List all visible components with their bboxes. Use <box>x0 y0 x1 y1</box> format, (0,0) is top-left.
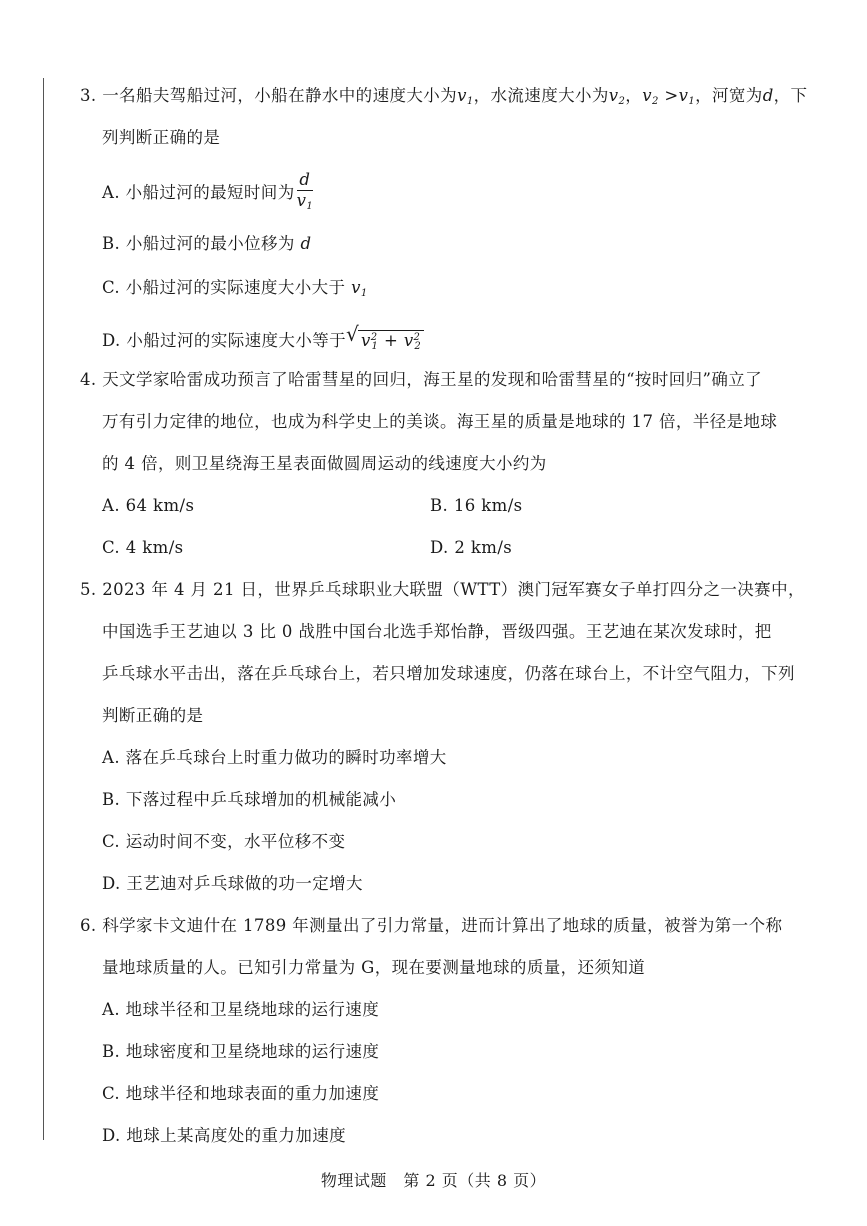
q4-option-a: A. 64 km/s <box>102 496 195 515</box>
q3-text: ，水流速度大小为 <box>473 86 609 105</box>
v1-symbol: $v_1$ <box>457 86 474 107</box>
q3-text: ，下 <box>773 86 808 105</box>
q5-stem-line2: 中国选手王艺迪以 3 比 0 战胜中国台北选手郑怡静，晋级四强。王艺迪在某次发球时，把 <box>102 622 772 641</box>
q6-stem-line1: 6. 科学家卡文迪什在 1789 年测量出了引力常量，进而计算出了地球的质量，被誉为第一个称 <box>80 916 783 935</box>
q5-option-a: A. 落在乒乓球台上时重力做功的瞬时功率增大 <box>102 748 447 767</box>
q4-option-d: D. 2 km/s <box>430 538 513 557</box>
v2-symbol: $v_2$ <box>608 86 626 107</box>
q5-option-d: D. 王艺迪对乒乓球做的功一定增大 <box>102 874 363 893</box>
q3-option-a: A. 小船过河的最短时间为 $\frac{d}{v_1}$ <box>102 170 313 217</box>
fraction-d-over-v1: $\frac{d}{v_1}$ <box>296 170 314 212</box>
q6-option-d: D. 地球上某高度处的重力加速度 <box>102 1126 347 1145</box>
q4-stem-line1: 4. 天文学家哈雷成功预言了哈雷彗星的回归，海王星的发现和哈雷彗星的“按时回归”确立了 <box>80 370 763 389</box>
q5-stem-line4: 判断正确的是 <box>102 706 204 725</box>
q6-option-a: A. 地球半径和卫星绕地球的运行速度 <box>102 1000 380 1019</box>
q4-option-b: B. 16 km/s <box>430 496 523 515</box>
q6-option-c: C. 地球半径和地球表面的重力加速度 <box>102 1084 380 1103</box>
q3-text: 3. 一名船夫驾船过河，小船在静水中的速度大小为 <box>80 86 458 105</box>
q3-option-d: D. 小船过河的实际速度大小等于 √ $v^2_1 + v^2_2$ <box>102 326 424 359</box>
q3-option-c: C. 小船过河的实际速度大小大于 $v_1$ <box>102 278 368 299</box>
q4-option-c: C. 4 km/s <box>102 538 184 557</box>
q5-option-b: B. 下落过程中乒乓球增加的机械能减小 <box>102 790 397 809</box>
q6-stem-line2: 量地球质量的人。已知引力常量为 G，现在要测量地球的质量，还须知道 <box>102 958 646 977</box>
q4-stem-line2: 万有引力定律的地位，也成为科学史上的美谈。海王星的质量是地球的 17 倍，半径是地球 <box>102 412 778 431</box>
sqrt-expression: √ $v^2_1 + v^2_2$ <box>346 326 424 359</box>
q3-option-b: B. 小船过河的最小位移为 d <box>102 234 312 253</box>
v1-symbol: $v_1$ <box>678 86 696 107</box>
q3-stem-line1: 3. 一名船夫驾船过河，小船在静水中的速度大小为$v_1$，水流速度大小为$v_2$，$v_2 >v_1$，河宽为d，下 <box>80 86 808 107</box>
q4-stem-line3: 的 4 倍，则卫星绕海王星表面做圆周运动的线速度大小约为 <box>102 454 547 473</box>
q6-option-b: B. 地球密度和卫星绕地球的运行速度 <box>102 1042 380 1061</box>
page-footer: 物理试题 第 2 页（共 8 页） <box>320 1171 547 1190</box>
q5-stem-line1: 5. 2023 年 4 月 21 日，世界乒乓球职业大联盟（WTT）澳门冠军赛女子单打四分之一决赛中， <box>80 580 805 599</box>
v2-symbol: $v_2$ <box>642 86 659 107</box>
q3-stem-line2: 列判断正确的是 <box>102 128 221 147</box>
margin-line <box>43 78 44 1140</box>
q3-text: ，河宽为 <box>695 86 763 105</box>
q5-stem-line3: 乒乓球水平击出，落在乒乓球台上，若只增加发球速度，仍落在球台上，不计空气阻力，下列 <box>102 664 795 683</box>
q5-option-c: C. 运动时间不变，水平位移不变 <box>102 832 346 851</box>
d-symbol: d <box>762 86 774 105</box>
